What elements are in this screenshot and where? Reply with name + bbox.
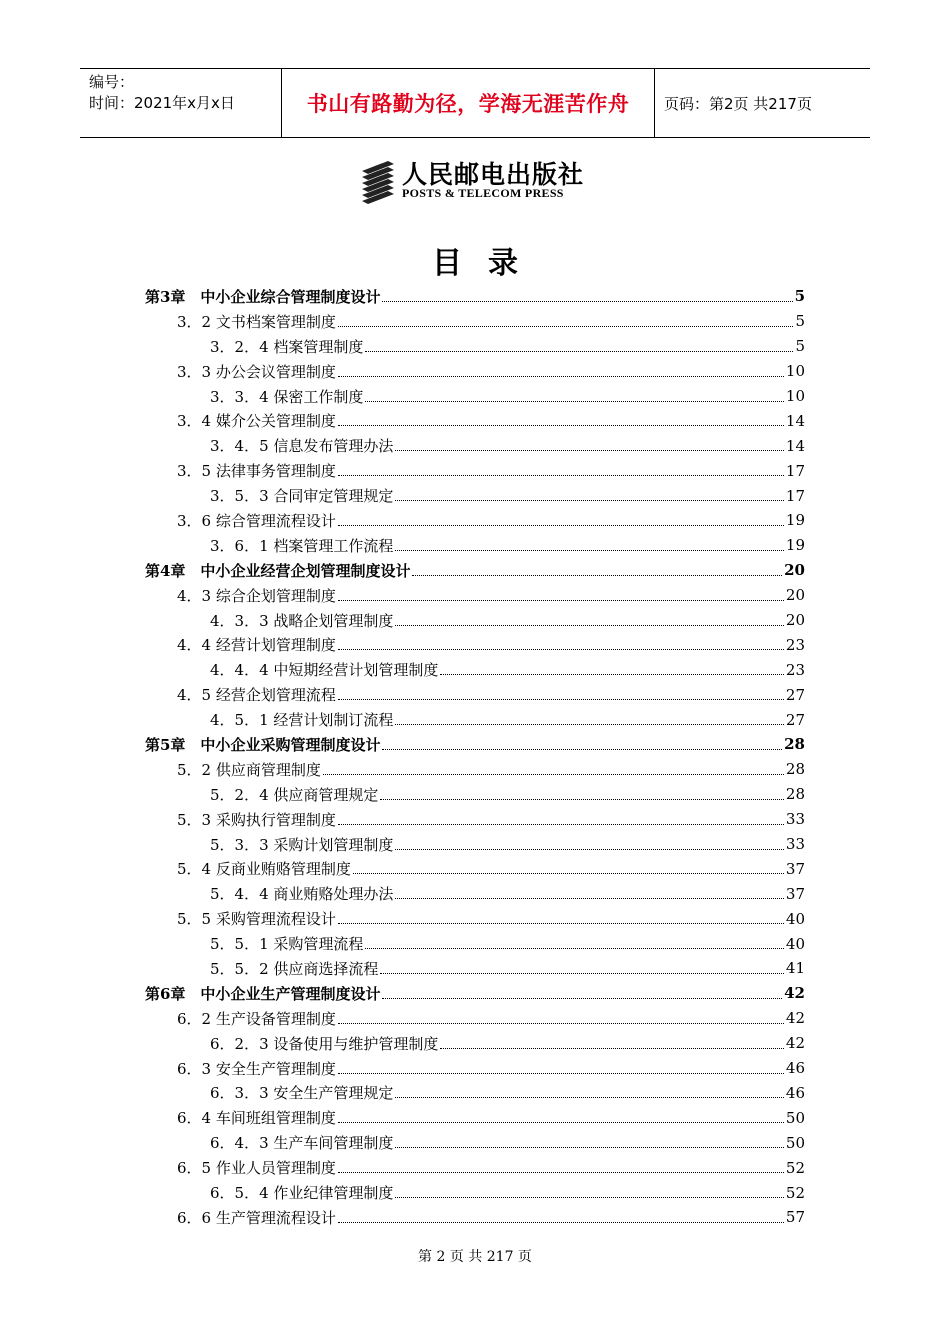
toc-dot-leader <box>395 625 784 626</box>
toc-entry-label: 6．2 生产设备管理制度 <box>177 1009 336 1028</box>
publisher-logo <box>360 157 592 205</box>
toc-subsection-entry[interactable] <box>0 782 950 807</box>
toc-dot-leader <box>338 475 784 476</box>
toc-entry-page-number: 20 <box>785 586 805 605</box>
toc-entry-page-number: 50 <box>785 1108 805 1127</box>
toc-dot-leader <box>365 401 784 402</box>
toc-entry-page-number: 40 <box>785 909 805 928</box>
toc-dot-leader <box>440 674 784 675</box>
toc-dot-leader <box>338 425 784 426</box>
toc-subsection-entry[interactable] <box>0 334 950 359</box>
toc-entry-label: 4．5．1 经营计划制订流程 <box>210 711 394 730</box>
toc-dot-leader <box>380 973 784 974</box>
toc-dot-leader <box>440 1048 784 1049</box>
toc-entry-label: 3．6．1 档案管理工作流程 <box>210 536 394 555</box>
header-meta <box>80 69 282 137</box>
toc-dot-leader <box>365 948 784 949</box>
publisher-name-en: POSTS & TELECOM PRESS <box>402 186 564 200</box>
toc-entry-label: 6．5 作业人员管理制度 <box>177 1159 336 1178</box>
toc-entry-label: 6．3 安全生产管理制度 <box>177 1059 336 1078</box>
toc-section-entry[interactable] <box>0 1105 950 1130</box>
toc-entry-page-number: 19 <box>785 511 805 530</box>
toc-subsection-entry[interactable] <box>0 533 950 558</box>
header-page-info: 页码：第2页 共217页 <box>664 94 812 113</box>
toc-entry-label: 第3章 中小企业综合管理制度设计 <box>145 287 381 306</box>
toc-entry-label: 4．3．3 战略企划管理制度 <box>210 611 394 630</box>
toc-entry-label: 3．4．5 信息发布管理办法 <box>210 437 394 456</box>
toc-entry-page-number: 37 <box>785 884 805 903</box>
toc-dot-leader <box>380 799 784 800</box>
toc-entry-label: 4．5 经营企划管理流程 <box>177 686 336 705</box>
toc-section-entry[interactable] <box>0 408 950 433</box>
toc-entry-label: 3．3 办公会议管理制度 <box>177 362 336 381</box>
toc-entry-page-number: 23 <box>785 635 805 654</box>
toc-dot-leader <box>338 525 784 526</box>
toc-entry-label: 第4章 中小企业经营企划管理制度设计 <box>145 561 411 580</box>
toc-chapter-entry[interactable] <box>0 732 950 757</box>
toc-dot-leader <box>395 898 784 899</box>
toc-dot-leader <box>338 923 784 924</box>
toc-dot-leader <box>395 550 784 551</box>
toc-chapter-entry[interactable] <box>0 558 950 583</box>
toc-entry-page-number: 5 <box>795 337 805 356</box>
toc-entry-label: 6．3．3 安全生产管理规定 <box>210 1084 394 1103</box>
toc-section-entry[interactable] <box>0 1155 950 1180</box>
toc-entry-page-number: 42 <box>785 1009 805 1028</box>
toc-entry-page-number: 46 <box>785 1083 805 1102</box>
toc-dot-leader <box>338 1122 784 1123</box>
toc-dot-leader <box>395 1197 784 1198</box>
toc-dot-leader <box>338 699 784 700</box>
toc-entry-page-number: 33 <box>785 810 805 829</box>
header-slogan-cell <box>282 69 655 137</box>
toc-entry-page-number: 37 <box>785 859 805 878</box>
toc-entry-page-number: 5 <box>794 287 805 306</box>
toc-entry-page-number: 14 <box>785 436 805 455</box>
publisher-name-cn: 人民邮电出版社 <box>402 160 585 189</box>
toc-entry-label: 4．4 经营计划管理制度 <box>177 636 336 655</box>
toc-entry-page-number: 27 <box>785 710 805 729</box>
toc-entry-label: 5．4 反商业贿赂管理制度 <box>177 860 351 879</box>
toc-dot-leader <box>365 351 793 352</box>
document-header <box>80 68 870 138</box>
toc-dot-leader <box>395 500 784 501</box>
toc-subsection-entry[interactable] <box>0 881 950 906</box>
toc-dot-leader <box>395 849 784 850</box>
toc-entry-label: 5．5．2 供应商选择流程 <box>210 959 379 978</box>
toc-dot-leader <box>412 575 782 576</box>
toc-subsection-entry[interactable] <box>0 433 950 458</box>
toc-entry-page-number: 20 <box>784 561 805 580</box>
toc-subsection-entry[interactable] <box>0 931 950 956</box>
toc-entry-page-number: 41 <box>785 959 805 978</box>
toc-entry-label: 5．4．4 商业贿赂处理办法 <box>210 885 394 904</box>
toc-entry-label: 第6章 中小企业生产管理制度设计 <box>145 984 381 1003</box>
toc-subsection-entry[interactable] <box>0 384 950 409</box>
toc-section-entry[interactable] <box>0 458 950 483</box>
toc-section-entry[interactable] <box>0 309 950 334</box>
toc-section-entry[interactable] <box>0 807 950 832</box>
toc-entry-label: 3．6 综合管理流程设计 <box>177 511 336 530</box>
toc-dot-leader <box>338 1222 784 1223</box>
header-slogan: 书山有路勤为径，学海无涯苦作舟 <box>306 92 630 116</box>
toc-entry-page-number: 14 <box>785 411 805 430</box>
publisher-logo-icon <box>360 157 396 205</box>
toc-dot-leader <box>382 749 782 750</box>
toc-entry-label: 5．5．1 采购管理流程 <box>210 935 364 954</box>
toc-section-entry[interactable] <box>0 1056 950 1081</box>
toc-entry-page-number: 19 <box>785 536 805 555</box>
toc-entry-page-number: 42 <box>785 1034 805 1053</box>
toc-dot-leader <box>353 873 784 874</box>
toc-entry-label: 5．2 供应商管理制度 <box>177 760 321 779</box>
toc-section-entry[interactable] <box>0 508 950 533</box>
toc-entry-label: 3．2．4 档案管理制度 <box>210 337 364 356</box>
toc-section-entry[interactable] <box>0 583 950 608</box>
toc-title: 目录 <box>432 246 544 281</box>
toc-entry-label: 3．5．3 合同审定管理规定 <box>210 487 394 506</box>
toc-entry-label: 第5章 中小企业采购管理制度设计 <box>145 735 381 754</box>
toc-dot-leader <box>395 724 784 725</box>
toc-dot-leader <box>338 600 784 601</box>
toc-section-entry[interactable] <box>0 856 950 881</box>
toc-entry-page-number: 40 <box>785 934 805 953</box>
toc-dot-leader <box>338 1172 784 1173</box>
toc-subsection-entry[interactable] <box>0 1130 950 1155</box>
toc-dot-leader <box>338 376 784 377</box>
toc-dot-leader <box>338 1073 784 1074</box>
toc-entry-page-number: 10 <box>785 387 805 405</box>
toc-entry-page-number: 20 <box>785 611 805 630</box>
toc-entry-label: 6．4 车间班组管理制度 <box>177 1109 336 1128</box>
toc-section-entry[interactable] <box>0 632 950 657</box>
toc-chapter-entry[interactable] <box>0 981 950 1006</box>
toc-entry-page-number: 27 <box>785 685 805 704</box>
toc-section-entry[interactable] <box>0 906 950 931</box>
toc-entry-label: 4．4．4 中短期经营计划管理制度 <box>210 661 439 680</box>
toc-subsection-entry[interactable] <box>0 832 950 857</box>
toc-dot-leader <box>395 450 784 451</box>
toc-section-entry[interactable] <box>0 757 950 782</box>
toc-section-entry[interactable] <box>0 682 950 707</box>
toc-entry-page-number: 52 <box>785 1183 805 1202</box>
toc-entry-label: 5．2．4 供应商管理规定 <box>210 785 379 804</box>
toc-entry-page-number: 28 <box>785 785 805 804</box>
toc-dot-leader <box>395 1097 784 1098</box>
toc-dot-leader <box>338 649 784 650</box>
toc-entry-label: 6．5．4 作业纪律管理制度 <box>210 1184 394 1202</box>
toc-entry-label: 5．3．3 采购计划管理制度 <box>210 835 394 854</box>
toc-subsection-entry[interactable] <box>0 1081 950 1106</box>
toc-entry-label: 3．2 文书档案管理制度 <box>177 312 336 331</box>
toc-entry-page-number: 42 <box>784 984 805 1003</box>
toc-entry-page-number: 50 <box>785 1133 805 1152</box>
toc-section-entry[interactable] <box>0 1205 950 1230</box>
toc-entry-page-number: 57 <box>785 1208 805 1227</box>
toc-dot-leader <box>382 998 782 999</box>
toc-subsection-entry[interactable] <box>0 956 950 981</box>
toc-section-entry[interactable] <box>0 359 950 384</box>
toc-dot-leader <box>338 824 784 825</box>
toc-entry-label: 3．5 法律事务管理制度 <box>177 462 336 481</box>
toc-entry-label: 4．3 综合企划管理制度 <box>177 586 336 605</box>
page-footer: 第 2 页 共 217 页 <box>418 1249 532 1265</box>
toc-subsection-entry[interactable] <box>0 707 950 732</box>
toc-entry-label: 3．4 媒介公关管理制度 <box>177 412 336 431</box>
toc-entry-page-number: 23 <box>785 660 805 679</box>
toc-entry-label: 5．3 采购执行管理制度 <box>177 810 336 829</box>
toc-entry-label: 5．5 采购管理流程设计 <box>177 910 336 929</box>
header-date: 时间：2021年x月x日 <box>89 94 235 112</box>
toc-entry-page-number: 10 <box>785 362 805 381</box>
toc-entry-page-number: 28 <box>784 735 805 754</box>
toc-dot-leader <box>338 326 794 327</box>
header-page-info-cell <box>655 69 870 137</box>
toc-subsection-entry[interactable] <box>0 1180 950 1205</box>
toc-chapter-entry[interactable] <box>0 284 950 309</box>
toc-entry-page-number: 17 <box>785 461 805 480</box>
toc-subsection-entry[interactable] <box>0 657 950 682</box>
toc-entry-label: 6．4．3 生产车间管理制度 <box>210 1134 394 1153</box>
toc-entry-label: 6．6 生产管理流程设计 <box>177 1208 336 1227</box>
toc-section-entry[interactable] <box>0 1006 950 1031</box>
toc-dot-leader <box>323 774 784 775</box>
toc-subsection-entry[interactable] <box>0 1031 950 1056</box>
toc-subsection-entry[interactable] <box>0 483 950 508</box>
toc-entry-page-number: 52 <box>785 1158 805 1177</box>
toc-dot-leader <box>382 301 792 302</box>
toc-entry-page-number: 5 <box>795 312 805 331</box>
toc-entry-label: 6．2．3 设备使用与维护管理制度 <box>210 1034 439 1053</box>
toc-entry-page-number: 33 <box>785 835 805 854</box>
table-of-contents <box>0 284 950 1230</box>
toc-entry-page-number: 17 <box>785 486 805 505</box>
toc-entry-label: 3．3．4 保密工作制度 <box>210 387 364 406</box>
header-code-label: 编号： <box>89 73 135 91</box>
toc-entry-page-number: 28 <box>785 760 805 779</box>
toc-dot-leader <box>338 1023 784 1024</box>
toc-entry-page-number: 46 <box>785 1059 805 1078</box>
toc-dot-leader <box>395 1147 784 1148</box>
toc-subsection-entry[interactable] <box>0 608 950 633</box>
